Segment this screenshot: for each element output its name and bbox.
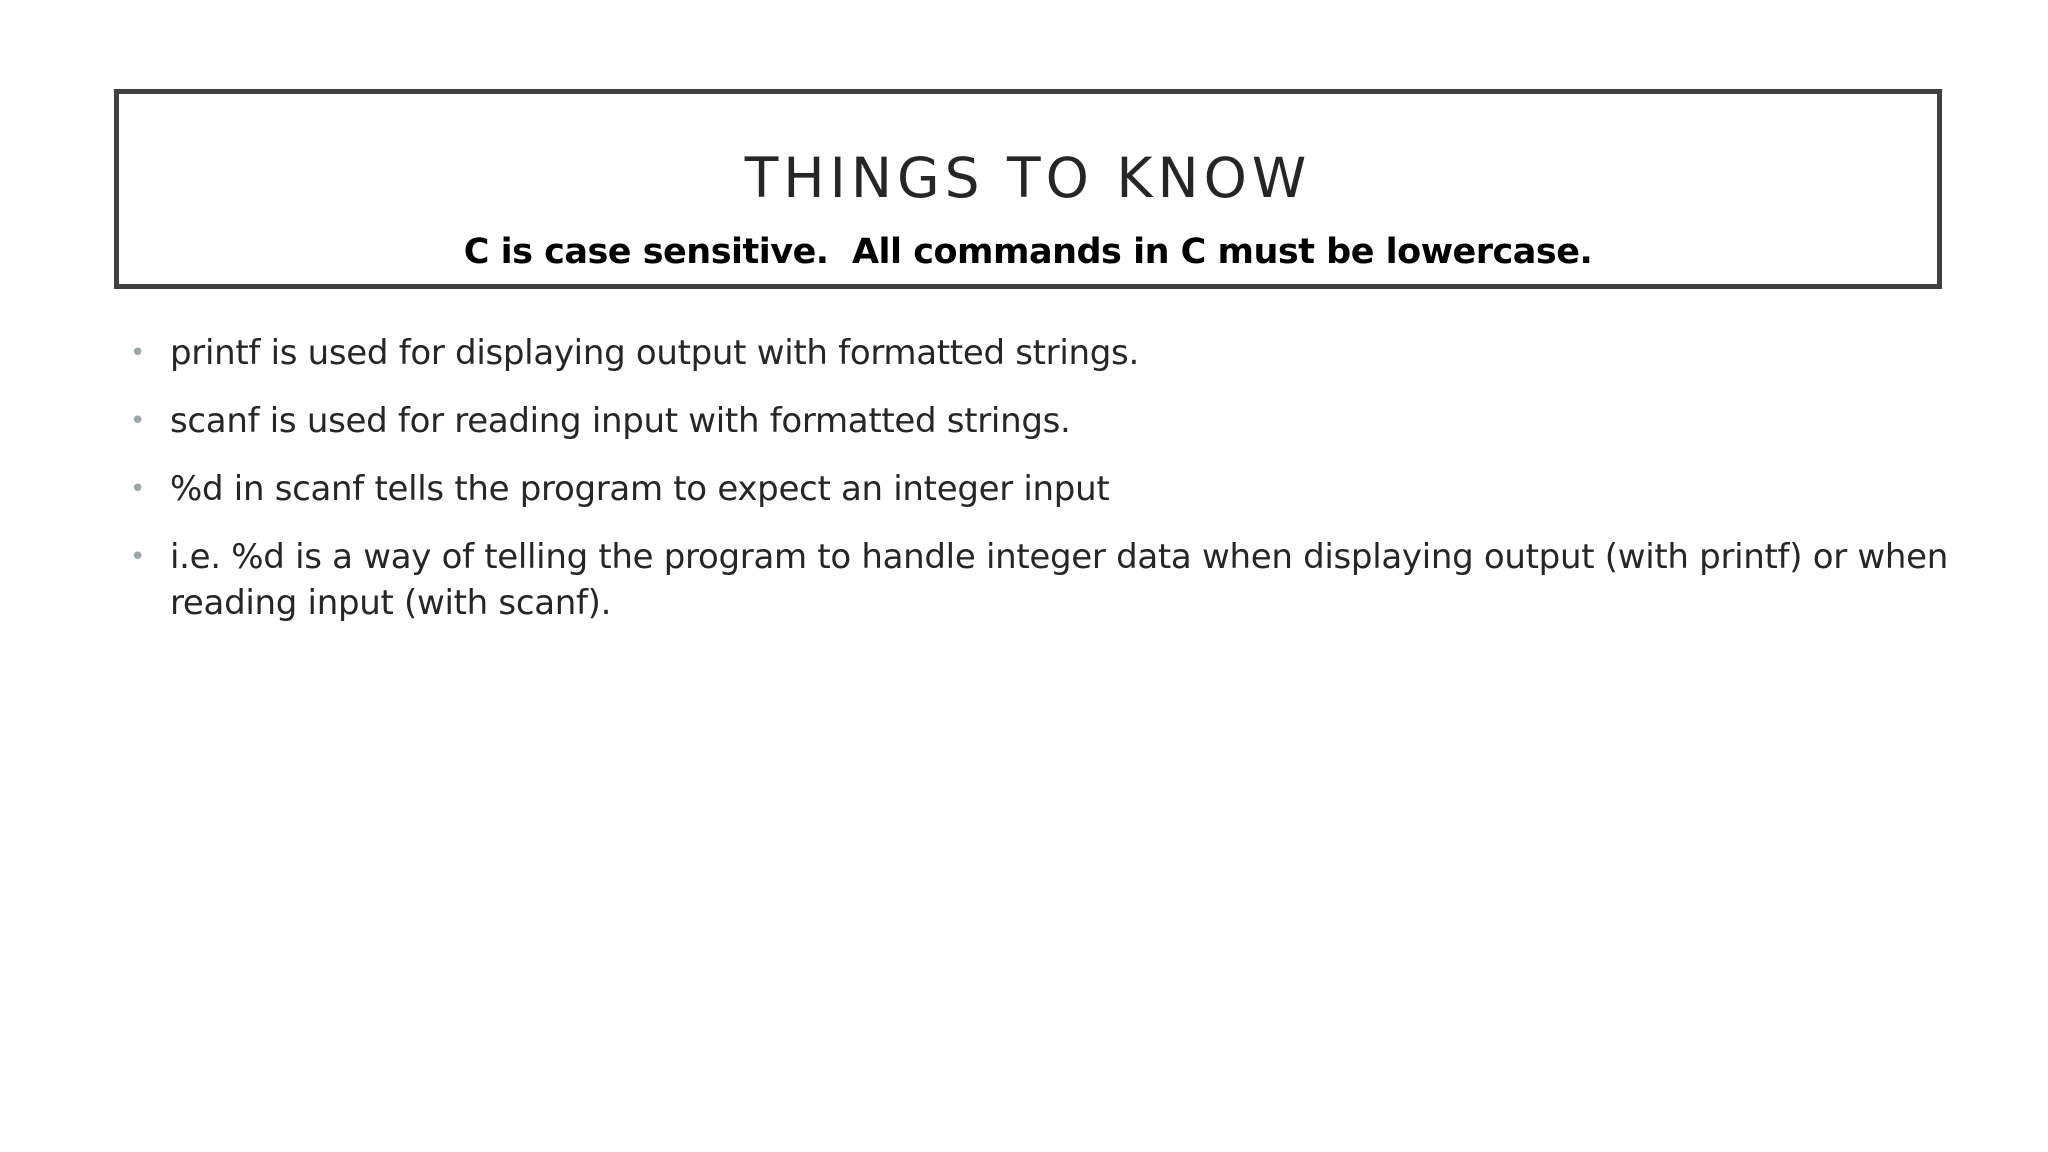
bullet-marker-icon: • — [130, 542, 146, 572]
bullet-marker-icon: • — [130, 474, 146, 504]
bullet-text: printf is used for displaying output with formatted strings. — [170, 333, 1139, 373]
bullet-marker-icon: • — [130, 338, 146, 368]
slide-title: THINGS TO KNOW — [744, 146, 1312, 210]
bullet-text: %d in scanf tells the program to expect an integer input — [170, 469, 1110, 509]
bullet-item — [130, 534, 1950, 626]
bullet-item — [130, 330, 1950, 376]
slide-subtitle: C is case sensitive. All commands in C must be lowercase. — [463, 232, 1593, 272]
bullet-marker-icon: • — [130, 406, 146, 436]
bullet-item — [130, 466, 1950, 512]
bullet-item — [130, 398, 1950, 444]
title-box — [114, 89, 1942, 289]
bullet-list — [130, 330, 1950, 648]
bullet-text: scanf is used for reading input with formatted strings. — [170, 401, 1071, 441]
bullet-text: i.e. %d is a way of telling the program to handle integer data when displaying output (with printf) or when reading input (with scanf). — [170, 537, 1949, 623]
